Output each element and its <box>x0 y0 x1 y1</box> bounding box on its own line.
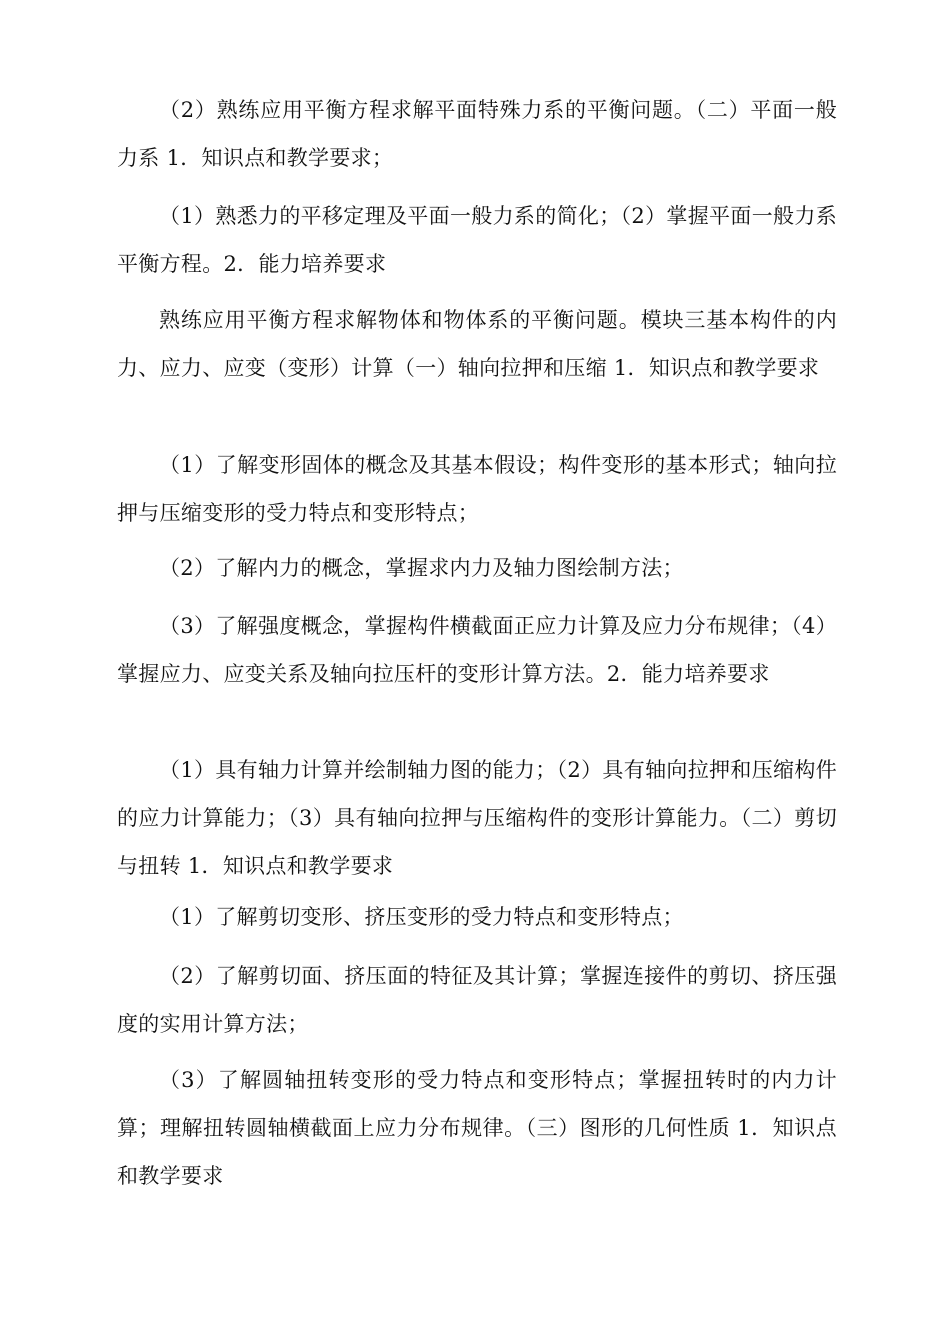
paragraph-7: （1）具有轴力计算并绘制轴力图的能力；（2）具有轴向拉押和压缩构件的应力计算能力；（3）具有轴向拉押与压缩构件的变形计算能力。（二）剪切与扭转 1．知识点和教学要求 <box>117 758 837 878</box>
paragraph-1: （2）熟练应用平衡方程求解平面特殊力系的平衡问题。（二）平面一般力系 1．知识点和教学要求； <box>117 98 837 170</box>
paragraph-10: （3）了解圆轴扭转变形的受力特点和变形特点；掌握扭转时的内力计算；理解扭转圆轴横截面上应力分布规律。（三）图形的几何性质 1．知识点和教学要求 <box>117 1068 837 1188</box>
paragraph-8: （1）了解剪切变形、挤压变形的受力特点和变形特点； <box>159 905 684 929</box>
paragraph-4: （1）了解变形固体的概念及其基本假设；构件变形的基本形式；轴向拉押与压缩变形的受力特点和变形特点； <box>117 453 837 525</box>
paragraph-2: （1）熟悉力的平移定理及平面一般力系的简化；（2）掌握平面一般力系平衡方程。2．能力培养要求 <box>117 204 837 276</box>
paragraph-3: 熟练应用平衡方程求解物体和物体系的平衡问题。模块三基本构件的内力、应力、应变（变形）计算（一）轴向拉押和压缩 1．知识点和教学要求 <box>117 308 837 380</box>
paragraph-5: （2）了解内力的概念，掌握求内力及轴力图绘制方法； <box>159 556 684 580</box>
paragraph-6: （3）了解强度概念，掌握构件横截面正应力计算及应力分布规律；（4）掌握应力、应变关系及轴向拉压杆的变形计算方法。2．能力培养要求 <box>117 614 837 686</box>
paragraph-9: （2）了解剪切面、挤压面的特征及其计算；掌握连接件的剪切、挤压强度的实用计算方法； <box>117 964 837 1036</box>
